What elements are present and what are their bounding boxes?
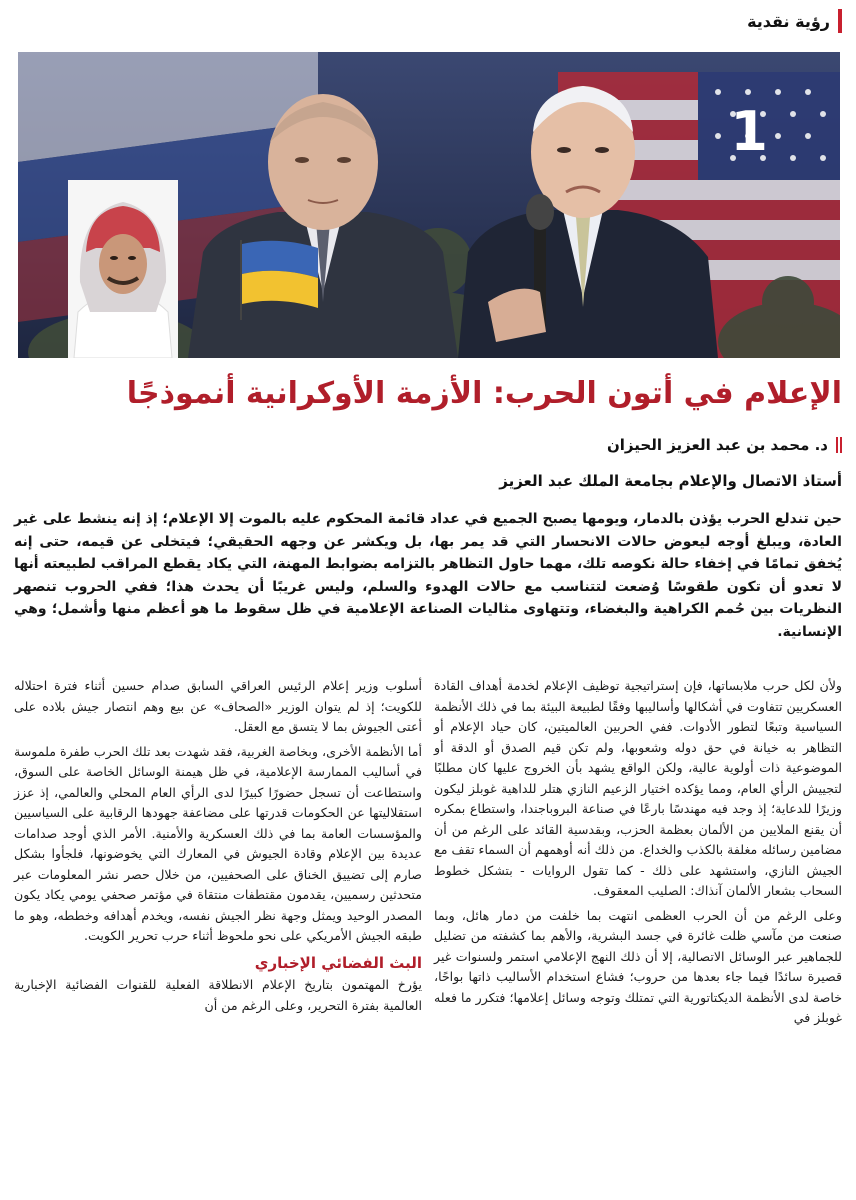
- hero-image: [18, 52, 840, 358]
- author-portrait: [68, 180, 178, 358]
- article-title: الإعلام في أتون الحرب: الأزمة الأوكرانية أنموذجًا: [126, 376, 842, 411]
- right-column-paragraph-2: وعلى الرغم من أن الحرب العظمى انتهت بما خلفت من دمار هائل، وبما صنعت من مآسي ظلت غائرة في جسد البشرية، والأهم بما كشفته من تضليل للجماهير عبر الوسائل الاتصالية، إلا أن ذلك النهج الإعلامي استمر ولسنوات غير قصيرة سائدًا فيما جاء بعدها من حروب؛ فشاع استخدام الأساليب ذاتها بواحًا، خاصة لدى الأنظمة الديكتاتورية التي تمتلك وتوجه وسائل إعلامها؛ فتكرر ما فعله غوبلز في: [434, 907, 842, 1025]
- author-name: د. محمد بن عبد العزيز الحيزان: [606, 436, 828, 454]
- left-column: [14, 676, 422, 1020]
- lead-paragraph: [14, 508, 842, 643]
- left-column-paragraph-2: أما الأنظمة الأخرى، وبخاصة الغربية، فقد شهدت بعد تلك الحرب طفرة ملموسة في أساليب الممارسة الإعلامية، في ظل هيمنة الوسائل الخاصة على السوق، واستطاعت أن تسجل حضورًا كبيرًا لدى الرأي العام المحلي والعالمي، إذ عزز استقلاليتها عن الحكومات قدرتها على مضاعفة جهودها الرقابية على السياسيين والمؤسسات العامة بما في ذلك العسكرية والأمنية. الأمر الذي أوجد صدامات عديدة بين الإعلام وقادة الجيوش في المعارك التي يخوضونها، فلجأوا بشكل صارم إلى تضييق الخناق على الصحفيين، من خلال حصر نشر المعلومات عبر متحدثين رسميين، يقدمون مقتطفات منتقاة في مؤتمر صحفي يومي يكاد يكون المصدر الوحيد ويمثل وجهة نظر الجيش نفسه، ويخدم أهدافه وخططه، وهو ما طبقه الجيش الأمريكي على نحو ملحوظ أثناء حرب تحرير الكويت.: [13, 743, 422, 943]
- lead-text: حين تندلع الحرب يؤذن بالدمار، ويومها يصبح الجميع في عداد قائمة المحكوم عليه بالموت إلا الإعلام؛ إذ إنه ينشط على غير العادة، ويبلغ أوجه ليعوض حالات الانحسار التي قد يمر بها، بل ويكشر عن وجهه الحقيقي؛ فيتخلى عن قيمه، حتى إنه يُخفق تمامًا في إخفاء حالة نكوصه تلك، مهما حاول التظاهر بالتزامه بضوابط المهنة، التي يكاد يقطع المراقب لطبيعته أنها لا تعدو أن تكون طقوسًا وُضعت لتتناسب مع حالات الهدوء والسلم، وليس غريبًا أن يحدث هذا؛ ففي الحروب تنصهر النظريات بين حُمم الكراهية والبغضاء، وتتهاوى مثاليات الصناعة الإعلامية في ظل سقوط ما هو أعظم منها وأشمل؛ وهي الإنسانية.: [14, 511, 842, 640]
- left-column-paragraph-3: يؤرخ المهتمون بتاريخ الإعلام الانطلاقة الفعلية للقنوات الفضائية الإخبارية العالمية بفترة التحرير، وعلى الرغم من أن: [14, 977, 422, 1013]
- byline-bars: [836, 437, 842, 453]
- section-label: رؤية نقدية: [747, 11, 830, 31]
- author-affiliation: أستاذ الاتصال والإعلام بجامعة الملك عبد العزيز: [499, 472, 842, 490]
- section-tag: [747, 6, 842, 36]
- right-column: [434, 676, 842, 1033]
- hero-number: 1: [730, 100, 768, 163]
- subheading: البث الفضائي الإخباري: [254, 953, 422, 972]
- byline: [607, 436, 842, 454]
- left-column-paragraph-1: أسلوب وزير إعلام الرئيس العراقي السابق صدام حسين أثناء فترة احتلاله للكويت؛ إذ لم يتوان الوزير «الصحاف» عن بيع وهم انتصار جيش بلاده على أعتى الجيوش بما لا يتسق مع العقل.: [14, 678, 422, 734]
- hero-illustration: [18, 52, 840, 358]
- section-tag-bar: [838, 9, 842, 33]
- right-column-paragraph-1: ولأن لكل حرب ملابساتها، فإن إستراتيجية توظيف الإعلام لخدمة أهداف القادة العسكريين تتفاوت في أشكالها وأساليبها وفقًا لطبيعة البيئة بما في ذلك الأنظمة السياسية وتبعًا لتطور الأدوات. ففي الحربين العالميتين، كان حياد الإعلام أو التظاهر به خيانة في حق دوله وشعوبها، ولم تكن قيم الصدق أو الدقة أو الموضوعية ذات أولوية عالية، ولكن الواقع يشهد بأن الخروج عليها كان مطلبًا لتجييش الرأي العام، ومما يؤكده اختيار الزعيم النازي هتلر للداهية غوبلز ليكون وزيرًا للدعاية؛ إذ وجد فيه مهندسًا بارعًا في صناعة البروباجندا، واستطاع بمكره أن يقنع الملايين من الألمان بعظمة الحزب، وبقدسية القائد على الرغم من أن مضامين رسائله مغلفة بالكذب والخداع. من ذلك أنه أوهمهم أن السماء تقف مع الجيش النازي، واستشهد على ذلك - كما تقول الروايات - بتشكل خطوط السحاب بشعار الألمان آنذاك: الصليب المعقوف.: [434, 678, 842, 898]
